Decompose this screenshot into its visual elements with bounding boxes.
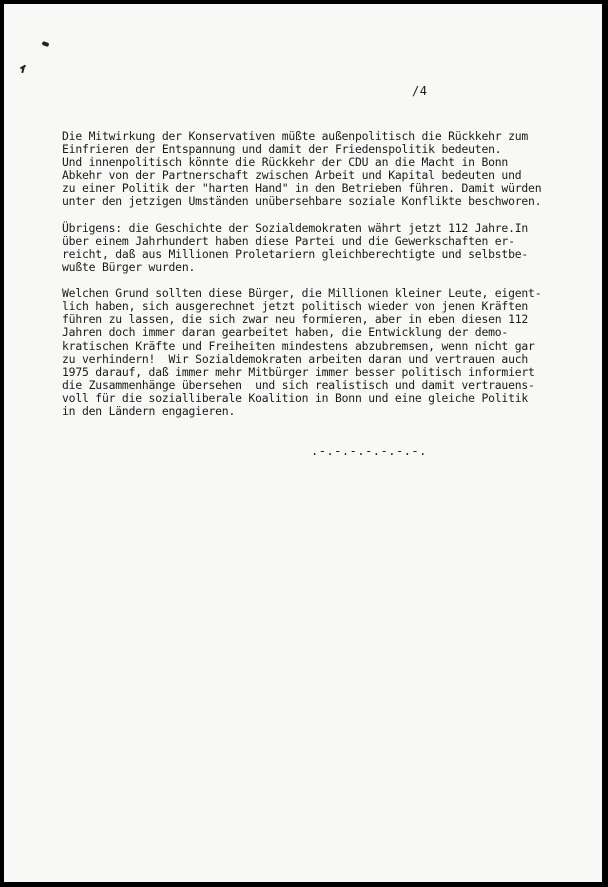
paragraph-1 bbox=[62, 130, 582, 209]
text-line: führen zu lassen, die sich zwar neu formieren, aber in eben diesen 112 bbox=[62, 312, 529, 327]
document-body bbox=[62, 130, 582, 431]
paragraph-3 bbox=[62, 287, 582, 418]
paragraph-2 bbox=[62, 222, 582, 274]
text-line: voll für die sozialliberale Koalition in Bonn und eine gleiche Politik bbox=[62, 390, 529, 405]
text-line: Und innenpolitisch könnte die Rückkehr der CDU an die Macht in Bonn bbox=[62, 155, 509, 170]
text-line: kratischen Kräfte und Freiheiten mindestens abzubremsen, wenn nicht gar bbox=[62, 338, 535, 353]
text-line: zu einer Politik der "harten Hand" in den Betrieben führen. Damit würden bbox=[62, 181, 542, 196]
text-line: Einfrieren der Entspannung und damit der Friedenspolitik bedeuten. bbox=[62, 142, 502, 157]
text-line: lich haben, sich ausgerechnet jetzt politisch wieder von jenen Kräften bbox=[62, 299, 529, 314]
text-line: unter den jetzigen Umständen unübersehbare soziale Konflikte beschworen. bbox=[62, 194, 542, 209]
text-line: über einem Jahrhundert haben diese Partei und die Gewerkschaften er- bbox=[62, 233, 515, 248]
text-line: Die Mitwirkung der Konservativen müßte außenpolitisch die Rückkehr zum bbox=[62, 129, 529, 143]
ink-speck bbox=[42, 41, 50, 47]
text-line: zu verhindern! Wir Sozialdemokraten arbeiten daran und vertrauen auch bbox=[62, 351, 529, 366]
text-line: Übrigens: die Geschichte der Sozialdemokraten währt jetzt 112 Jahre.In bbox=[62, 220, 529, 235]
text-line: wußte Bürger wurden. bbox=[62, 259, 196, 274]
text-line: die Zusammenhänge übersehen und sich realistisch und damit vertrauens- bbox=[62, 377, 535, 392]
text-line: 1975 darauf, daß immer mehr Mitbürger immer besser politisch informiert bbox=[62, 364, 535, 379]
text-line: Jahren doch immer daran gearbeitet haben, die Entwicklung der demo- bbox=[62, 325, 509, 340]
text-line: Abkehr von der Partnerschaft zwischen Arbeit und Kapital bedeuten und bbox=[62, 168, 522, 183]
text-line: Welchen Grund sollten diese Bürger, die Millionen kleiner Leute, eigent- bbox=[62, 286, 542, 301]
text-line: in den Ländern engagieren. bbox=[62, 403, 236, 418]
closing-mark: .-.-.-.-.-.-.-. bbox=[311, 444, 427, 458]
ink-speck bbox=[21, 67, 24, 73]
text-line: reicht, daß aus Millionen Proletariern gleichberechtigte und selbstbe- bbox=[62, 246, 529, 261]
page-number: /4 bbox=[412, 84, 428, 98]
